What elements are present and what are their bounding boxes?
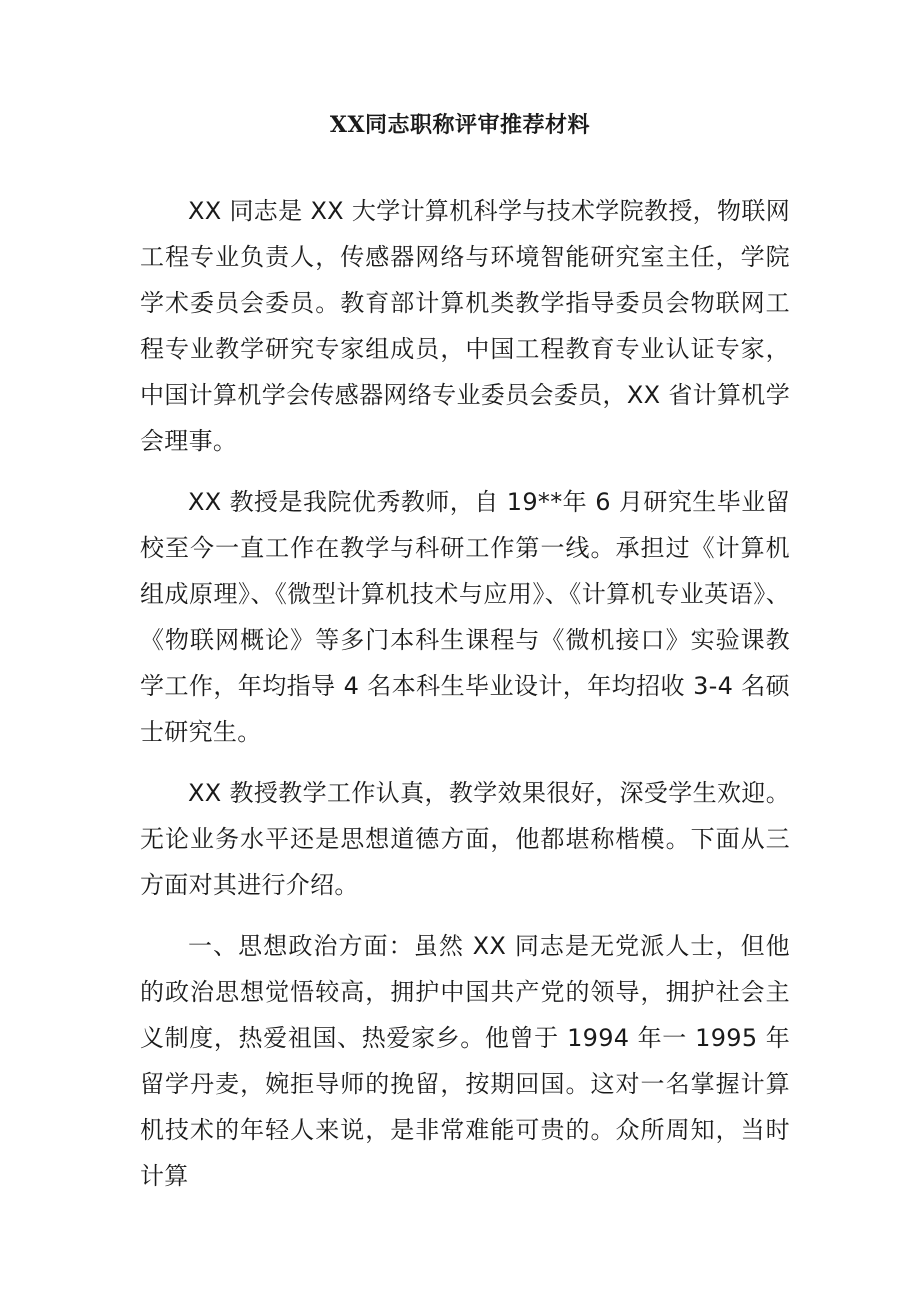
document-title: XX同志职称评审推荐材料 bbox=[329, 112, 591, 138]
document-body bbox=[140, 188, 790, 1214]
paragraph-political-ideology: 一、思想政治方面：虽然 XX 同志是无党派人士，但他的政治思想觉悟较高，拥护中国共产党的领导，拥护社会主义制度，热爱祖国、热爱家乡。他曾于 1994 年一 1995 年留学丹麦，婉拒导师的挽留，按期回国。这对一名掌握计算机技术的年轻人来说，是非常难能可贵的。众所周知，当时计算 bbox=[140, 932, 790, 1190]
paragraph-teaching-history: XX 教授是我院优秀教师，自 19**年 6 月研究生毕业留校至今一直工作在教学与科研工作第一线。承担过《计算机组成原理》、《微型计算机技术与应用》、《计算机专业英语》、《物联网概论》等多门本科生课程与《微机接口》实验课教学工作，年均指导 4 名本科生毕业设计，年均招收 3-4 名硕士研究生。 bbox=[140, 488, 790, 746]
paragraph-introduction: XX 同志是 XX 大学计算机科学与技术学院教授，物联网工程专业负责人，传感器网络与环境智能研究室主任，学院学术委员会委员。教育部计算机类教学指导委员会物联网工程专业教学研究专家组成员，中国工程教育专业认证专家，中国计算机学会传感器网络专业委员会委员，XX 省计算机学会理事。 bbox=[140, 197, 790, 455]
paragraph-teaching-evaluation: XX 教授教学工作认真，教学效果很好，深受学生欢迎。无论业务水平还是思想道德方面，他都堪称楷模。下面从三方面对其进行介绍。 bbox=[140, 779, 790, 899]
